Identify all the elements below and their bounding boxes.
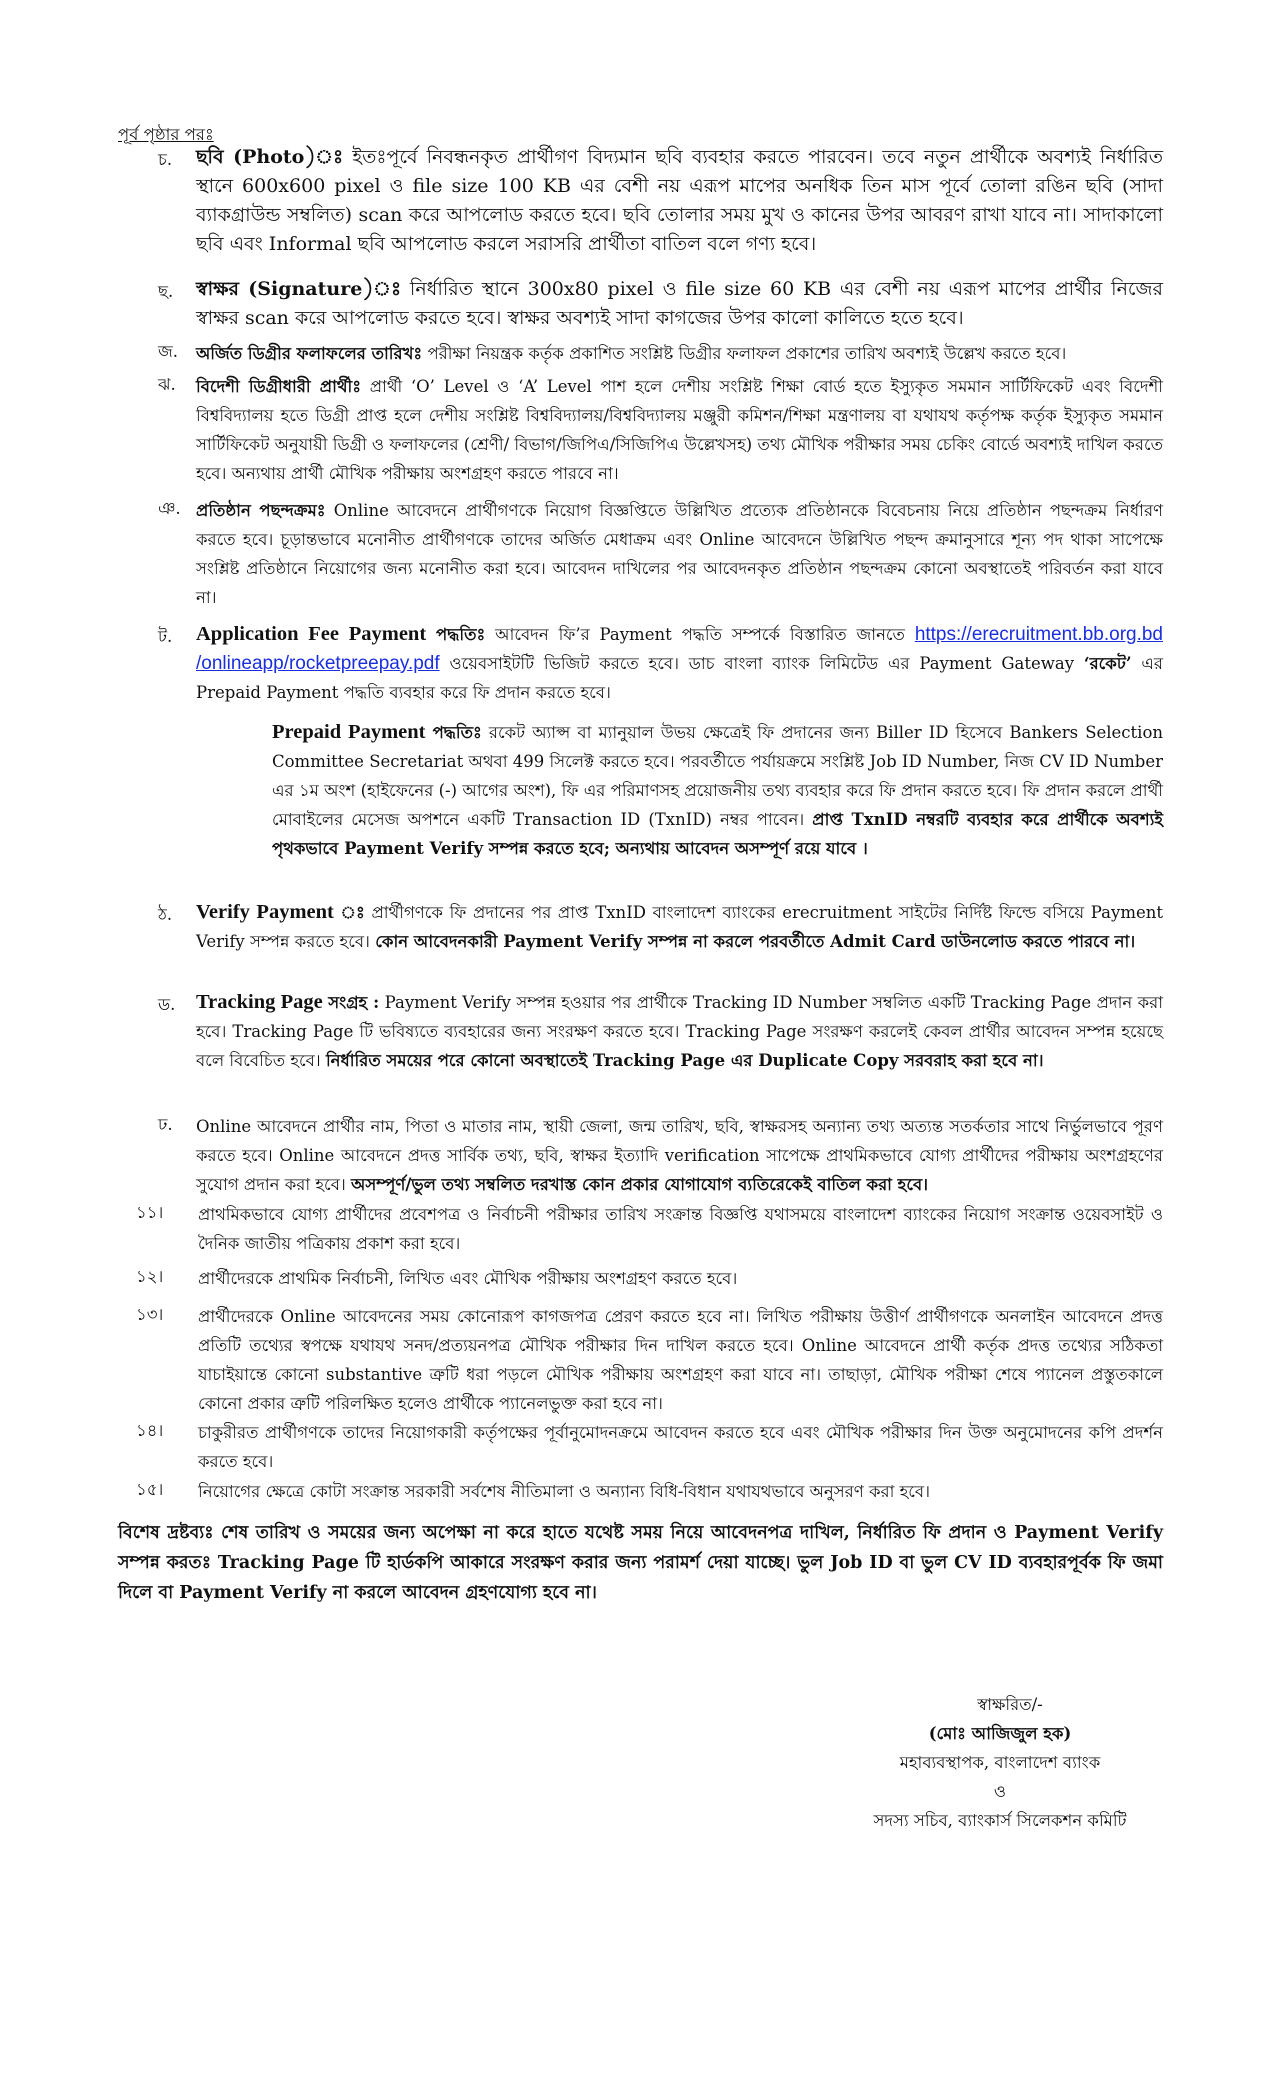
item-text: নির্ধারিত স্থানে 300x80 pixel ও file size 60 KB এর বেশী নয় এরূপ মাপের প্রার্থীর নিজের স্বাক্ষর scan করে আপলোড করতে হবে। স্বাক্ষর অবশ্যই সাদা কাগজের উপর কালো কালিতে হতে হবে। (196, 278, 1164, 329)
item-institution-preference (158, 496, 1163, 612)
item-body (196, 898, 1163, 956)
item-marker: ঝ. (158, 375, 176, 394)
item-text: ওয়েবসাইটটি ভিজিট করতে হবে। ডাচ বাংলা ব্যাংক লিমিটেড এর Payment Gateway (449, 654, 1075, 673)
numbered-item-12 (136, 1264, 1163, 1294)
item-signature (158, 275, 1163, 335)
item-marker: ১৪। (136, 1421, 164, 1440)
item-title-suffix: সংগ্রহ : (328, 993, 380, 1012)
item-marker: ১২। (136, 1267, 164, 1286)
item-text: পরীক্ষা নিয়ন্ত্রক কর্তৃক প্রকাশিত সংশ্লিষ্ট ডিগ্রীর ফলাফল প্রকাশের তারিখ অবশ্যই উল্লেখ করতে হবে। (427, 344, 1067, 363)
special-notice: বিশেষ দ্রষ্টব্যঃ শেষ তারিখ ও সময়ের জন্য অপেক্ষা না করে হাতে যথেষ্ট সময় নিয়ে আবেদনপত্র দাখিল, নির্ধারিত ফি প্রদান ও Payment Verify সম্পন্ন করতঃ Tracking Page টি হার্ডকপি আকারে সংরক্ষণ করার জন্য পরামর্শ দেয়া যাচ্ছে। ভুল Job ID বা ভুল CV ID ব্যবহারপূর্বক ফি জমা দিলে বা Payment Verify না করলে আবেদন গ্রহণযোগ্য হবে না। (118, 1523, 1163, 1603)
item-result-date (158, 339, 1163, 369)
item-text: এর Prepaid Payment পদ্ধতি ব্যবহার করে ফি প্রদান করতে হবে। (196, 654, 1164, 702)
fee-link[interactable]: https://erecruitment.bb.org.bd /onlineapp/rocketpreepay.pdf (196, 624, 1163, 674)
item-text: চাকুরীরত প্রার্থীগণকে তাদের নিয়োগকারী কর্তৃপক্ষের পূর্বানুমোদনক্রমে আবেদন করতে হবে এবং মৌখিক পরীক্ষার দিন উক্ত অনুমোদনের কপি প্রদর্শন করতে হবে। (198, 1423, 1163, 1471)
item-text: প্রাথমিকভাবে যোগ্য প্রার্থীদের প্রবেশপত্র ও নির্বাচনী পরীক্ষার তারিখ সংক্রান্ত বিজ্ঞপ্তি যথাসময়ে বাংলাদেশ ব্যাংকের নিয়োগ সংক্রান্ত ওয়েবসাইট ও দৈনিক জাতীয় পত্রিকায় প্রকাশ করা হবে। (198, 1205, 1163, 1253)
item-title-suffix: ঃ (340, 903, 365, 922)
item-text: প্রার্থী ‘O’ Level ও ‘A’ Level পাশ হলে দেশীয় সংশ্লিষ্ট শিক্ষা বোর্ড হতে ইস্যুকৃত সমমান সার্টিফিকেট এবং বিদেশী বিশ্ববিদ্যালয় হতে ডিগ্রী প্রাপ্ত হলে দেশীয় সংশ্লিষ্ট বিশ্ববিদ্যালয়/বিশ্ববিদ্যালয় মঞ্জুরী কমিশন/শিক্ষা মন্ত্রণালয় বা যথাযথ কর্তৃপক্ষ কর্তৃক ইস্যুকৃত সমমান সার্টিফিকেট অনুযায়ী ডিগ্রী ও ফলাফলের (শ্রেণী/ বিভাগ/জিপিএ/সিজিপিএ উল্লেখসহ) তথ্য মৌখিক পরীক্ষার সময় চেকিং বোর্ডে অবশ্যই দাখিল করতে হবে। অন্যথায় প্রার্থী মৌখিক পরীক্ষায় অংশগ্রহণ করতে পারবে না। (196, 377, 1163, 483)
item-marker: ঠ. (158, 905, 173, 924)
item-body (196, 143, 1163, 259)
numbered-item-15 (136, 1477, 1163, 1507)
item-text: প্রার্থীদেরকে প্রাথমিক নির্বাচনী, লিখিত এবং মৌখিক পরীক্ষায় অংশগ্রহণ করতে হবে। (198, 1269, 738, 1288)
item-body (196, 372, 1163, 488)
signatory-and: ও (993, 1782, 1007, 1801)
item-body (196, 339, 1163, 368)
item-body (196, 1112, 1163, 1199)
item-marker: ট. (158, 627, 173, 646)
item-bold-text: অসম্পূর্ণ/ভুল তথ্য সম্বলিত দরখাস্ত কোন প্রকার যোগাযোগ ব্যতিরেকেই বাতিল করা হবে। (351, 1175, 929, 1194)
item-body (196, 275, 1163, 333)
item-text: আবেদন ফি’র Payment পদ্ধতি সম্পর্কে বিস্তারিত জানতে (495, 625, 905, 644)
numbered-item-14 (136, 1418, 1163, 1478)
item-title: ছবি (Photo)ঃ (196, 146, 344, 168)
signed-label: স্বাক্ষরিত/- (977, 1695, 1043, 1714)
item-marker: জ. (158, 342, 179, 361)
item-photo (158, 143, 1163, 263)
item-text: Online আবেদনে প্রার্থীর নাম, পিতা ও মাতার নাম, স্থায়ী জেলা, জন্ম তারিখ, ছবি, স্বাক্ষরসহ অন্যান্য তথ্য অত্যন্ত সতর্কতার সাথে নির্ভুলভাবে পূরণ করতে হবে। Online আবেদনে প্রদত্ত সার্বিক তথ্য, ছবি, স্বাক্ষর ইত্যাদি verification সাপেক্ষে প্রাথমিকভাবে যোগ্য প্রার্থীদের পরীক্ষায় অংশগ্রহণের সুযোগ প্রদান করা হবে। (196, 1117, 1163, 1194)
item-text: Payment Verify সম্পন্ন হওয়ার পর প্রার্থীকে Tracking ID Number সম্বলিত একটি Tracking Page প্রদান করা হবে। Tracking Page টি ভবিষ্যতে ব্যবহারের জন্য সংরক্ষণ করতে হবে। Tracking Page সংরক্ষণ করলেই কেবল প্রার্থীর আবেদন সম্পন্ন হয়েছে বলে বিবেচিত হবে। (196, 993, 1164, 1070)
item-careful-filling (158, 1112, 1163, 1202)
item-body (196, 496, 1163, 612)
item-title: Tracking Page (196, 991, 323, 1013)
item-text: নিয়োগের ক্ষেত্রে কোটা সংক্রান্ত সরকারী সর্বশেষ নীতিমালা ও অন্যান্য বিধি-বিধান যথাযথভাবে অনুসরণ করা হবে। (198, 1482, 931, 1501)
item-marker: ঞ. (158, 499, 181, 518)
item-application-fee (158, 620, 1163, 710)
item-title: Verify Payment (196, 901, 334, 923)
item-marker: চ. (158, 150, 173, 169)
signature-block (790, 1690, 1210, 1835)
signatory-name: (মোঃ আজিজুল হক) (928, 1724, 1072, 1743)
item-body (196, 620, 1163, 707)
item-bold-text: কোন আবেদনকারী Payment Verify সম্পন্ন না করলে পরবর্তীতে Admit Card ডাউনলোড করতে পারবে না। (375, 932, 1136, 951)
item-body (196, 988, 1163, 1075)
prepaid-bold-text: প্রাপ্ত TxnID নম্বরটি ব্যবহার করে প্রার্থীকে অবশ্যই পৃথকভাবে Payment Verify সম্পন্ন করতে হবে; অন্যথায় আবেদন অসম্পূর্ণ রয়ে যাবে । (272, 810, 1163, 858)
rocket-label: ‘রকেট’ (1083, 654, 1132, 673)
item-title: বিদেশী ডিগ্রীধারী প্রার্থীঃ (196, 377, 362, 396)
item-marker: ১৫। (136, 1480, 164, 1499)
item-text: প্রার্থীদেরকে Online আবেদনের সময় কোনোরূপ কাগজপত্র প্রেরণ করতে হবে না। লিখিত পরীক্ষায় উত্তীর্ণ প্রার্থীগণকে অনলাইন আবেদনে প্রদত্ত প্রতিটি তথ্যের স্বপক্ষে যথাযথ সনদ/প্রত্যয়নপত্র মৌখিক পরীক্ষার দিন দাখিল করতে হবে। Online আবেদনে প্রার্থী কর্তৃক প্রদত্ত তথ্যের সঠিকতা যাচাইয়ান্তে কোনো substantive ত্রুটি ধরা পড়লে মৌখিক পরীক্ষায় অংশগ্রহণ করা যাবে না। তাছাড়া, মৌখিক পরীক্ষা শেষে প্যানেল প্রস্তুতকালে কোনো প্রকার ত্রুটি পরিলক্ষিত হলেও প্রার্থীকে প্যানেলভুক্ত করা হবে না। (198, 1307, 1163, 1413)
item-verify-payment (158, 898, 1163, 988)
item-marker: ঢ. (158, 1115, 173, 1134)
item-bold-text: নির্ধারিত সময়ের পরে কোনো অবস্থাতেই Tracking Page এর Duplicate Copy সরবরাহ করা হবে না। (325, 1051, 1044, 1070)
item-title: Application Fee Payment (196, 623, 427, 645)
item-title: প্রতিষ্ঠান পছন্দক্রমঃ (196, 501, 326, 520)
item-marker: ১৩। (136, 1305, 164, 1324)
numbered-item-13 (136, 1302, 1163, 1418)
item-title: অর্জিত ডিগ্রীর ফলাফলের তারিখঃ (196, 344, 423, 363)
item-title: স্বাক্ষর (Signature)ঃ (196, 278, 402, 300)
item-marker: ছ. (158, 282, 174, 301)
item-marker: ড. (158, 995, 176, 1014)
prepaid-payment-block (272, 718, 1163, 893)
signatory-designation: মহাব্যবস্থাপক, বাংলাদেশ ব্যাংক (899, 1753, 1101, 1772)
signatory-role: সদস্য সচিব, ব্যাংকার্স সিলেকশন কমিটি (873, 1811, 1127, 1830)
item-tracking-page (158, 988, 1163, 1108)
continued-label: পূর্ব পৃষ্ঠার পরঃ (118, 125, 214, 144)
item-title-suffix: পদ্ধতিঃ (436, 625, 486, 644)
numbered-item-11 (136, 1200, 1163, 1260)
item-marker: ১১। (136, 1203, 164, 1222)
prepaid-text: রকেট অ্যাপ্স বা ম্যানুয়াল উভয় ক্ষেত্রেই ফি প্রদানের জন্য Biller ID হিসেবে Bankers Selection Committee Secretariat অথবা 499 সিলেক্ট করতে হবে। পরবর্তীতে পর্যায়ক্রমে সংশ্লিষ্ট Job ID Number, নিজ CV ID Number এর ১ম অংশ (হাইফেনের (-) আগের অংশ), ফি এর পরিমাণসহ প্রয়োজনীয় তথ্য ব্যবহার করে ফি প্রদান করতে হবে। ফি প্রদান করলে প্রার্থী মোবাইলের মেসেজ অপশনে একটি Transaction ID (TxnID) নম্বর পাবেন। (272, 723, 1164, 829)
item-text: প্রার্থীগণকে ফি প্রদানের পর প্রাপ্ত TxnID বাংলাদেশ ব্যাংকের erecruitment সাইটের নির্দিষ্ট ফিল্ডে বসিয়ে Payment Verify সম্পন্ন করতে হবে। (196, 903, 1163, 951)
prepaid-title: Prepaid Payment (272, 721, 426, 743)
prepaid-title-suffix: পদ্ধতিঃ (432, 723, 482, 742)
item-text: ইতঃপূর্বে নিবন্ধনকৃত প্রার্থীগণ বিদ্যমান ছবি ব্যবহার করতে পারবেন। তবে নতুন প্রার্থীকে অবশ্যই নির্ধারিত স্থানে 600x600 pixel ও file size 100 KB এর বেশী নয় এরূপ মাপের অনধিক তিন মাস পূর্বে তোলা রঙিন ছবি (সাদা ব্যাকগ্রাউন্ড সম্বলিত) scan করে আপলোড করতে হবে। ছবি তোলার সময় মুখ ও কানের উপর আবরণ রাখা যাবে না। সাদাকালো ছবি এবং Informal ছবি আপলোড করলে সরাসরি প্রার্থীতা বাতিল বলে গণ্য হবে। (196, 146, 1163, 255)
item-foreign-degree (158, 372, 1163, 488)
item-text: Online আবেদনে প্রার্থীগণকে নিয়োগ বিজ্ঞপ্তিতে উল্লিখিত প্রত্যেক প্রতিষ্ঠানকে বিবেচনায় নিয়ে প্রতিষ্ঠান পছন্দক্রম নির্ধারণ করতে হবে। চূড়ান্তভাবে মনোনীত প্রার্থীগণকে তাদের অর্জিত মেধাক্রম এবং Online আবেদনে উল্লিখিত পছন্দ ক্রমানুসারে শূন্য পদ থাকা সাপেক্ষে সংশ্লিষ্ট প্রতিষ্ঠানে নিয়োগের জন্য মনোনীত করা হবে। আবেদন দাখিলের পর আবেদনকৃত প্রতিষ্ঠান পছন্দক্রম কোনো অবস্থাতেই পরিবর্তন করা যাবে না। (196, 501, 1163, 607)
